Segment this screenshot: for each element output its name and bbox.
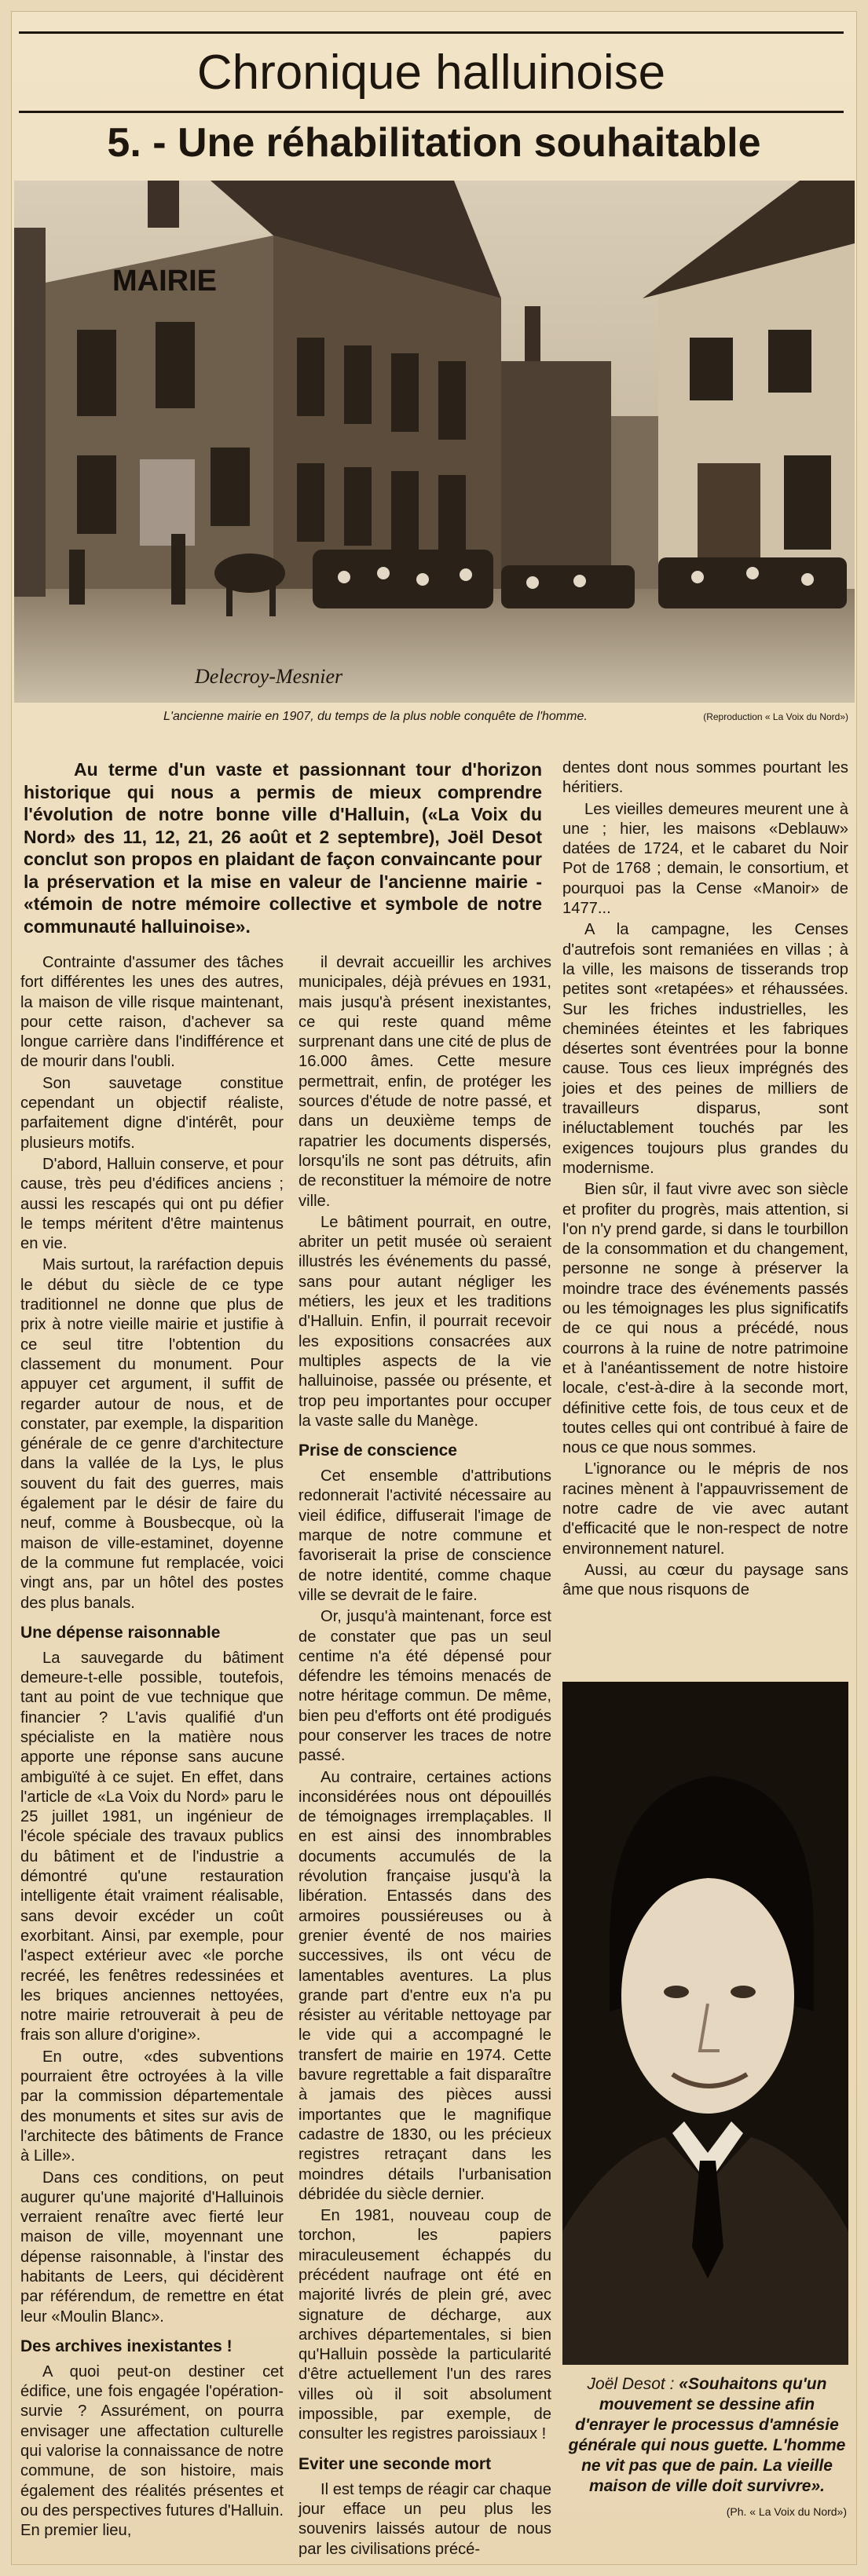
text-column-3 bbox=[562, 758, 848, 1602]
paragraph: Cet ensemble d'attributions redonnerait l'activité nécessaire au vieil édifice, diffuserait l'image de marque de notre commune et favoriserait la prise de conscience de notre identité, comme chaque ville se devrait de le faire. bbox=[298, 1467, 551, 1604]
paragraph: Or, jusqu'à maintenant, force est de constater que pas un seul centime n'a été dépensé pour défendre les témoins menacés de notre héritage commun. De même, bien peu d'efforts ont été prodigués pour conserver les traces de notre passé. bbox=[298, 1608, 551, 1765]
photo-caption-text: L'ancienne mairie en 1907, du temps de la plus noble conquête de l'homme. bbox=[163, 710, 588, 723]
paragraph: Mais surtout, la raréfaction depuis le début du siècle de ce type traditionnel ne donne que plus de prix à notre vieille mairie et justifie à ce seul titre l'obtention du classement du monument. Pour appuyer cet argument, il suffit de regarder autour de nous, et de constater, par exemple, la disparition générale de ce genre d'architecture dans la vallée de la Lys, le plus souvent du fait des guerres, mais également par le désir de faire du neuf, comme à Bousbecque, où la maison de ville-estaminet, doyenne de la commune fut remplacée, voici vingt ans, par un hôtel des postes des plus banals. bbox=[20, 1256, 284, 1612]
paragraph: L'ignorance ou le mépris de nos racines mènent à l'appauvrissement de notre cadre de vie avec autant d'efficacité que le non-respect de notre environnement naturel. bbox=[562, 1460, 848, 1558]
paragraph: En 1981, nouveau coup de torchon, les papiers miraculeusement échappés du précédent naufrage ont été en majorité livrés de plein gré, avec signature de décharge, aux archives départementales, si bien qu'Halluin possède la particularité d'être actuellement l'un des rares villes où il soit absolument impossible, par exemple, de consulter les registres paroissiaux ! bbox=[298, 2207, 551, 2443]
text-column-1 bbox=[20, 953, 284, 2543]
paragraph: Son sauvetage constitue cependant un objectif réaliste, parfaitement digne d'intérêt, pour plusieurs motifs. bbox=[20, 1074, 284, 1152]
author-portrait-photo bbox=[562, 1682, 848, 2365]
photo-credit: (Reproduction « La Voix du Nord») bbox=[703, 711, 848, 722]
paragraph: D'abord, Halluin conserve, et pour cause, très peu d'édifices anciens ; aussi les rescapés qui ont pu défier le temps méritent d'être maintenus en vie. bbox=[20, 1155, 284, 1253]
text-column-2 bbox=[298, 953, 551, 2561]
paragraph: Il est temps de réagir car chaque jour efface un peu plus les souvenirs laissés autour de nous par les civilisations précé- bbox=[298, 2480, 551, 2558]
paragraph: A quoi peut-on destiner cet édifice, une fois engagée l'opération-survie ? Assurément, on pourra envisager une affectation culturelle qui valorise la connaissance de notre commune, de son histoire, mais également des réalités présentes et ou des perspectives futures d'Halluin. En premier lieu, bbox=[20, 2362, 284, 2540]
town-hall-illustration bbox=[14, 181, 855, 703]
paragraph: La sauvegarde du bâtiment demeure-t-elle possible, toutefois, tant au point de vue technique que financier ? L'avis qualifié d'un spécialiste en la matière nous apporte une réponse sans aucune ambiguïté à ce sujet. En effet, dans l'article de «La Voix du Nord» paru le 25 juillet 1981, un ingénieur de l'école spéciale des travaux publics du bâtiment et de l'industrie a démontré qu'une restauration intelligente était vraiment réalisable, sans devoir excéder un coût exorbitant. Ainsi, par exemple, pour l'aspect extérieur avec «le porche recréé, les fenêtres redessinées et les briques anciennes nettoyées, notre mairie retrouverait à peu de frais son allure d'origine». bbox=[20, 1649, 284, 2044]
photo-caption bbox=[14, 708, 855, 730]
paragraph: Les vieilles demeures meurent une à une ; hier, les maisons «Deblauw» datées de 1724, et le cabaret du Noir Pot de 1768 ; demain, le consortium, et pourquoi pas la Cense «Manoir» de 1477... bbox=[562, 800, 848, 918]
subheading: Eviter une seconde mort bbox=[298, 2454, 492, 2473]
paragraph: Dans ces conditions, on peut augurer qu'une majorité d'Halluinois verraient renaître avec fierté leur maison de ville, moyennant une dépense raisonnable, à l'instar des habitants de Leers, qui décidèrent par référendum, de remettre en état leur «Moulin Blanc». bbox=[20, 2169, 284, 2326]
subheading: Prise de conscience bbox=[298, 1441, 457, 1460]
subheading: Des archives inexistantes ! bbox=[20, 2337, 233, 2355]
paragraph: Contrainte d'assumer des tâches fort différentes les unes des autres, la maison de ville risque maintenant, pour cette raison, d'achever sa longue carrière dans l'indifférence et de mourir dans l'oubli. bbox=[20, 954, 284, 1071]
portrait-quote: «Souhaitons qu'un mouvement se dessine afin d'enrayer le processus d'amnésie générale qui nous guette. L'homme ne vit pas que de pain. La vieille maison de ville doit survivre». bbox=[568, 2375, 846, 2495]
paragraph: Bien sûr, il faut vivre avec son siècle et profiter du progrès, mais attention, si l'on n'y prend garde, si dans le tourbillon de la consommation et du changement, personne ne songe à préserver la moindre trace des événements passés ou les témoignages les plus significatifs de ce qui nous a précédé, nous courrons à la ruine de notre patrimoine et à l'anéantissement de notre histoire locale, c'est-à-dire à la seconde mort, définitive cette fois, de tous ceux et de toutes celles qui ont contribué à faire de nous ce que nous sommes. bbox=[562, 1181, 848, 1457]
portrait-credit: (Ph. « La Voix du Nord») bbox=[726, 2505, 847, 2518]
paragraph: Aussi, au cœur du paysage sans âme que nous risquons de bbox=[562, 1561, 848, 1599]
portrait-name: Joël Desot : bbox=[587, 2375, 675, 2393]
article-title: 5. - Une réhabilitation souhaitable bbox=[107, 120, 761, 166]
article-lead: Au terme d'un vaste et passionnant tour d'horizon historique qui nous a permis de mieux comprendre l'évolution de notre bonne ville d'Halluin, («La Voix du Nord» des 11, 12, 21, 26 août et 2 septembre), Joël Desot conclut son propos en plaidant de façon convaincante pour la préservation et la mise en valeur de l'ancienne mairie - «témoin de notre mémoire collective et symbole de notre communauté halluinoise». bbox=[24, 759, 542, 937]
rubric-title: Chronique halluinoise bbox=[196, 45, 666, 100]
paragraph: il devrait accueillir les archives municipales, déjà prévues en 1931, mais jusqu'à présent inexistantes, ce qui reste quand même surprenant dans une cité de plus de 16.000 âmes. Cette mesure permettrait, enfin, de protéger les sources d'étude de notre passé, et dans un deuxième temps de rapatrier les documents dispersés, lorsqu'ils ne sont pas détruits, afin de reconstituer la mémoire de notre ville. bbox=[298, 954, 551, 1210]
subheading: Une dépense raisonnable bbox=[20, 1623, 221, 1642]
paragraph: A la campagne, les Censes d'autrefois sont remaniées en villas ; à la ville, les maisons de tisserands trop petites sont «retapées» et réhaussées. Sur les friches industrielles, les cheminées éteintes et les fabriques désertes sont éventrées pour la bonne cause. Tous ces lieux imprégnés des joies et des peines de milliers de travailleurs disparus, sont inéluctablement touchés par les exigences toujours plus grandes du modernisme. bbox=[562, 921, 848, 1177]
mairie-sign: MAIRIE bbox=[112, 265, 217, 298]
paragraph: dentes dont nous sommes pourtant les héritiers. bbox=[562, 759, 848, 797]
portrait-illustration bbox=[562, 1682, 848, 2365]
paragraph: En outre, «des subventions pourraient être octroyées à la ville par la commission départementale des monuments et sites sur avis de l'architecte des bâtiments de France à Lille». bbox=[20, 2048, 284, 2165]
old-town-hall-photo bbox=[14, 181, 855, 703]
paragraph: Le bâtiment pourrait, en outre, abriter un petit musée où seraient illustrés les événements du passé, sans pour autant négliger les métiers, les jeux et les traditions d'Halluin. Enfin, il pourrait recevoir les expositions consacrées aux multiples aspects de la vie halluinoise, passée ou présente, et trop peu importantes pour occuper la vaste salle du Manège. bbox=[298, 1213, 551, 1430]
paragraph: Au contraire, certaines actions inconsidérées nous ont dépouillés de témoignages irremplaçables. Il en est ainsi des innombrables documents accumulés de la révolution française jusqu'à la libération. Entassés dans des armoires poussiéreuses ou à grenier éventé de nos mairies successives, ils ont vécu de lamentables aventures. La plus grande part d'entre eux n'a pu résister au véritable nettoyage par le vide qui a accompagné le transfert de mairie en 1974. Cette bavure regrettable a fait disparaître à jamais des pièces aussi importantes que le magnifique cadastre de 1830, ou les précieux registres retraçant dans les moindres détails l'urbanisation débridée du siècle dernier. bbox=[298, 1768, 551, 2203]
rubric-banner bbox=[19, 31, 844, 113]
photographer-watermark: Delecroy-Mesnier bbox=[195, 665, 343, 688]
portrait-caption bbox=[567, 2374, 847, 2522]
